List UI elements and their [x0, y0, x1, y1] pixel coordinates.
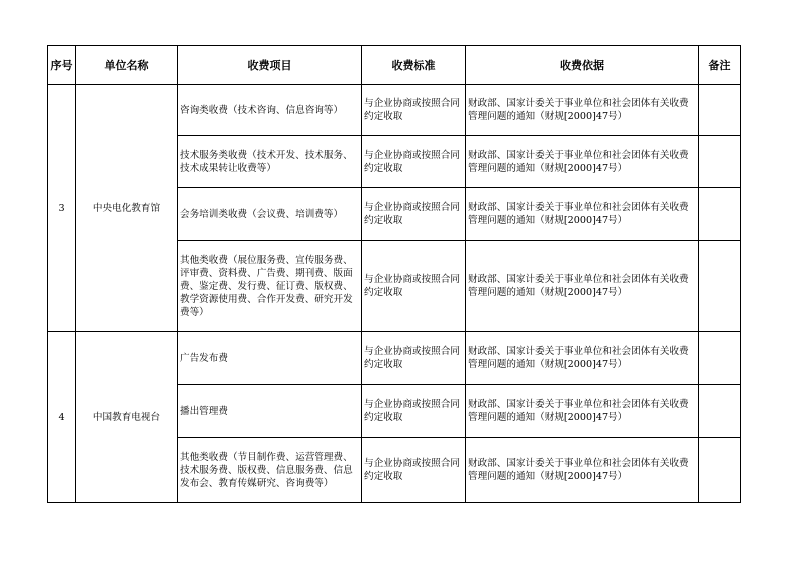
note-cell: [699, 85, 741, 136]
note-cell: [699, 188, 741, 241]
note-cell: [699, 136, 741, 188]
standard-cell: 与企业协商或按照合同约定收取: [362, 136, 466, 188]
seq-cell: 4: [48, 332, 76, 503]
note-cell: [699, 385, 741, 438]
unit-cell: 中央电化教育馆: [76, 85, 178, 332]
table-row: [48, 332, 741, 385]
basis-cell: 财政部、国家计委关于事业单位和社会团体有关收费管理问题的通知（财规[2000]47号）: [466, 385, 699, 438]
item-cell: 会务培训类收费（会议费、培训费等）: [178, 188, 362, 241]
standard-cell: 与企业协商或按照合同约定收取: [362, 241, 466, 332]
basis-cell: 财政部、国家计委关于事业单位和社会团体有关收费管理问题的通知（财规[2000]47号）: [466, 188, 699, 241]
header-unit: 单位名称: [76, 46, 178, 85]
standard-cell: 与企业协商或按照合同约定收取: [362, 188, 466, 241]
note-cell: [699, 241, 741, 332]
fee-table: [47, 45, 741, 503]
header-basis: 收费依据: [466, 46, 699, 85]
seq-cell: 3: [48, 85, 76, 332]
basis-cell: 财政部、国家计委关于事业单位和社会团体有关收费管理问题的通知（财规[2000]47号）: [466, 85, 699, 136]
standard-cell: 与企业协商或按照合同约定收取: [362, 385, 466, 438]
item-cell: 咨询类收费（技术咨询、信息咨询等）: [178, 85, 362, 136]
header-item: 收费项目: [178, 46, 362, 85]
header-row: [48, 46, 741, 85]
basis-cell: 财政部、国家计委关于事业单位和社会团体有关收费管理问题的通知（财规[2000]47号）: [466, 136, 699, 188]
item-cell: 播出管理费: [178, 385, 362, 438]
note-cell: [699, 438, 741, 503]
item-cell: 其他类收费（节目制作费、运营管理费、技术服务费、版权费、信息服务费、信息发布会、教育传媒研究、咨询费等）: [178, 438, 362, 503]
header-note: 备注: [699, 46, 741, 85]
standard-cell: 与企业协商或按照合同约定收取: [362, 332, 466, 385]
item-cell: 其他类收费（展位服务费、宣传服务费、评审费、资料费、广告费、期刊费、版面费、鉴定费、发行费、征订费、版权费、教学资源使用费、合作开发费、研究开发费等）: [178, 241, 362, 332]
header-seq: 序号: [48, 46, 76, 85]
header-standard: 收费标准: [362, 46, 466, 85]
item-cell: 技术服务类收费（技术开发、技术服务、技术成果转让收费等）: [178, 136, 362, 188]
item-cell: 广告发布费: [178, 332, 362, 385]
table-row: [48, 85, 741, 136]
basis-cell: 财政部、国家计委关于事业单位和社会团体有关收费管理问题的通知（财规[2000]47号）: [466, 438, 699, 503]
standard-cell: 与企业协商或按照合同约定收取: [362, 85, 466, 136]
basis-cell: 财政部、国家计委关于事业单位和社会团体有关收费管理问题的通知（财规[2000]47号）: [466, 332, 699, 385]
note-cell: [699, 332, 741, 385]
unit-cell: 中国教育电视台: [76, 332, 178, 503]
standard-cell: 与企业协商或按照合同约定收取: [362, 438, 466, 503]
basis-cell: 财政部、国家计委关于事业单位和社会团体有关收费管理问题的通知（财规[2000]47号）: [466, 241, 699, 332]
